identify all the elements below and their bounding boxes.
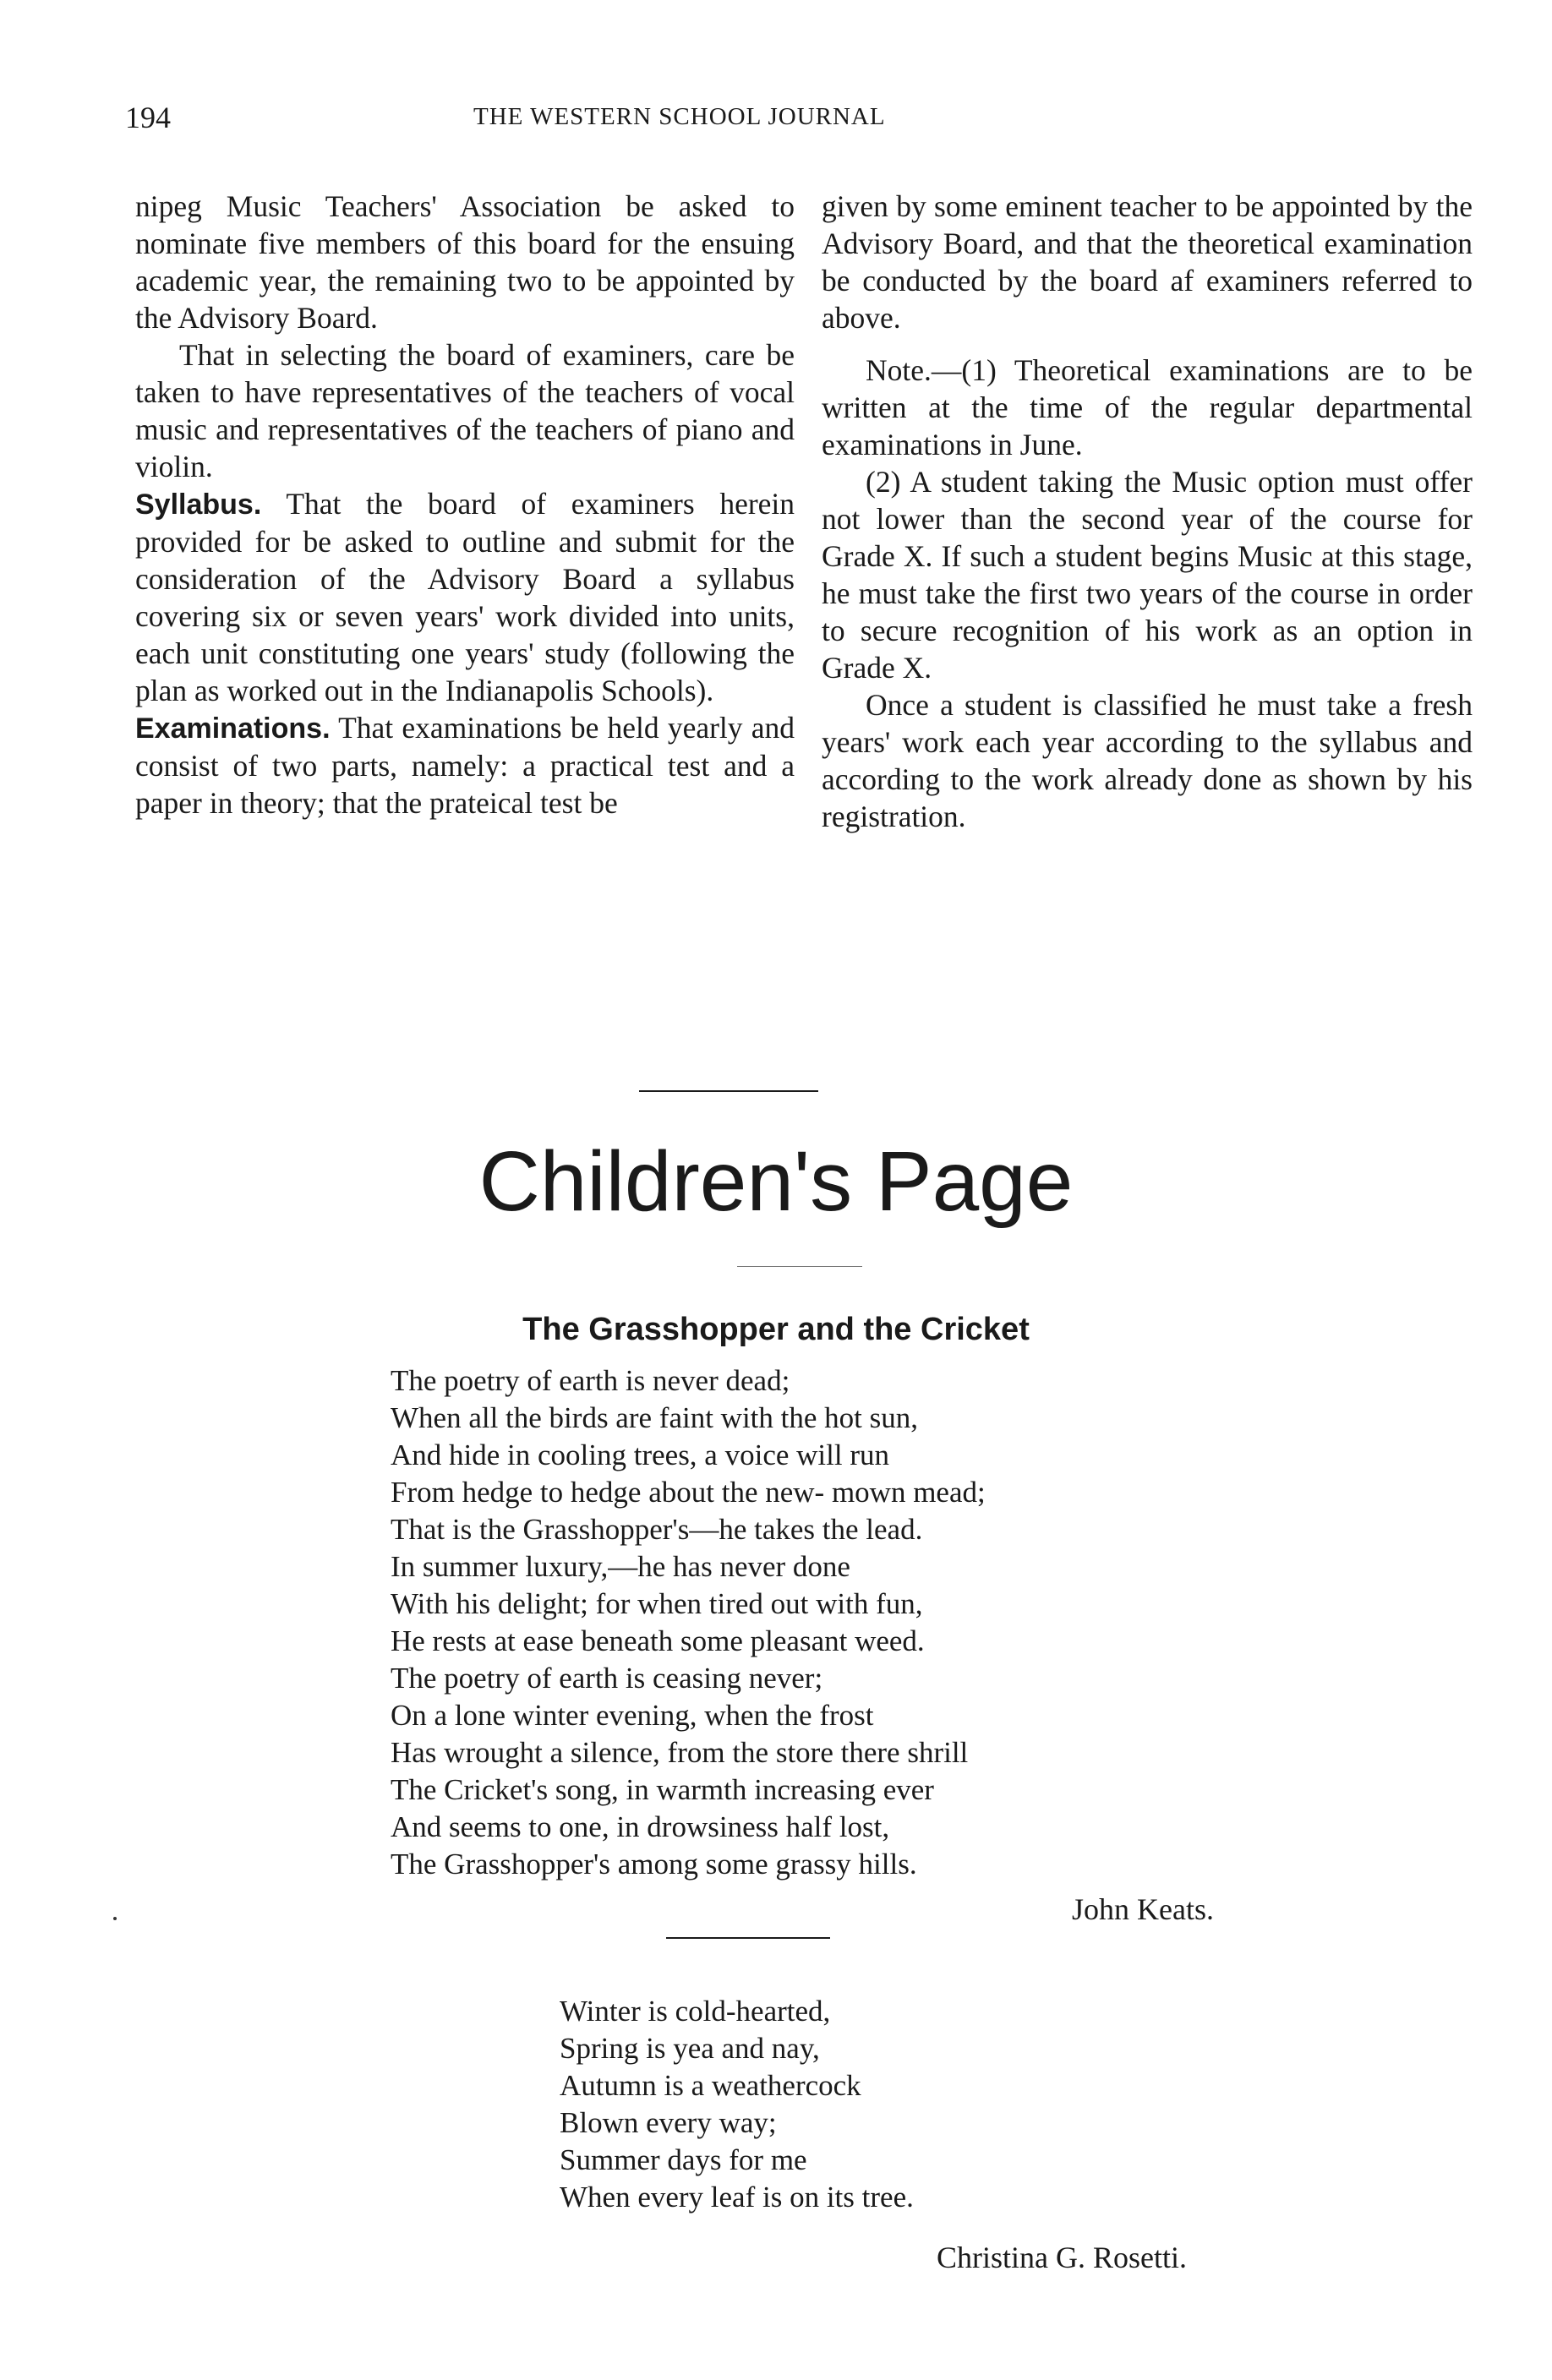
poem-rosetti: [560, 1993, 914, 2216]
poem-line: Has wrought a silence, from the store there shrill: [391, 1736, 969, 1769]
syllabus-paragraph: [135, 485, 795, 709]
examinations-paragraph: [135, 709, 795, 822]
divider-rule: [639, 1090, 818, 1092]
syllabus-text: That the board of examiners herein provided for be asked to outline and submit for the consideration of the Advisory Board a syllabus covering six or seven years' work divided into units, each unit constituting one years' study (following the plan as worked out in the Indianapolis Schools).: [135, 487, 795, 707]
left-paragraph-1: nipeg Music Teachers' Association be asked to nominate five members of this board for the ensuing academic year, the remaining two to be appointed by the Advisory Board.: [135, 189, 795, 335]
poem-author-keats: John Keats.: [1072, 1892, 1214, 1926]
right-paragraph-last: Once a student is classified he must take a fresh years' work each year according to the syllabus and according to the work already done as shown by his registration.: [822, 688, 1473, 833]
poem-author-rosetti: Christina G. Rosetti.: [937, 2241, 1187, 2274]
left-paragraph-2: That in selecting the board of examiners, care be taken to have representatives of the teachers of vocal music and representatives of the teachers of piano and violin.: [135, 338, 795, 483]
poem-line: Summer days for me: [560, 2143, 807, 2176]
right-column: [822, 188, 1473, 835]
poem-line: When every leaf is on its tree.: [560, 2181, 914, 2214]
poem-line: In summer luxury,—he has never done: [391, 1550, 850, 1583]
poem-line: The Grasshopper's among some grassy hills.: [391, 1848, 917, 1881]
title-underline: [737, 1266, 862, 1267]
poem-line: That is the Grasshopper's—he takes the lead.: [391, 1513, 923, 1546]
poem-line: With his delight; for when tired out with fun,: [391, 1587, 923, 1620]
poem-line: The Cricket's song, in warmth increasing ever: [391, 1773, 934, 1806]
poem-line: Autumn is a weathercock: [560, 2069, 861, 2102]
left-column: [135, 188, 795, 822]
right-paragraph-1: given by some eminent teacher to be appointed by the Advisory Board, and that the theoretical examination be conducted by the board af examiners referred to above.: [822, 189, 1473, 335]
poem-line: And hide in cooling trees, a voice will run: [391, 1438, 889, 1471]
poem-title: The Grasshopper and the Cricket: [522, 1312, 1030, 1347]
poem-line: Winter is cold-hearted,: [560, 1995, 831, 2028]
section-title: Children's Page: [478, 1134, 1074, 1229]
print-speck: [113, 1917, 117, 1920]
divider-rule: [666, 1937, 830, 1939]
poem-line: Spring is yea and nay,: [560, 2032, 820, 2065]
note-1: Note.—(1) Theoretical examinations are to be written at the time of the regular departmental examinations in June.: [822, 353, 1473, 461]
syllabus-heading: Syllabus.: [135, 489, 262, 521]
poem-keats: [391, 1362, 986, 1883]
poem-line: Blown every way;: [560, 2106, 777, 2139]
poem-line: When all the birds are faint with the hot sun,: [391, 1401, 919, 1434]
poem-line: On a lone winter evening, when the frost: [391, 1699, 874, 1732]
poem-line: The poetry of earth is ceasing never;: [391, 1662, 823, 1695]
poem-line: And seems to one, in drowsiness half lost,: [391, 1810, 890, 1843]
examinations-heading: Examinations.: [135, 712, 331, 745]
poem-line: The poetry of earth is never dead;: [391, 1364, 790, 1397]
poem-line: From hedge to hedge about the new- mown mead;: [391, 1476, 986, 1509]
poem-line: He rests at ease beneath some pleasant weed.: [391, 1624, 925, 1657]
running-head: THE WESTERN SCHOOL JOURNAL: [473, 103, 886, 130]
examinations-text: That examinations be held yearly and consist of two parts, namely: a practical test and a paper in theory; that the prateical test be: [135, 711, 795, 820]
note-2: (2) A student taking the Music option must offer not lower than the second year of the course for Grade X. If such a student begins Music at this stage, he must take the first two years of the course in order to secure recognition of his work as an option in Grade X.: [822, 465, 1473, 685]
page-number: 194: [125, 101, 171, 134]
